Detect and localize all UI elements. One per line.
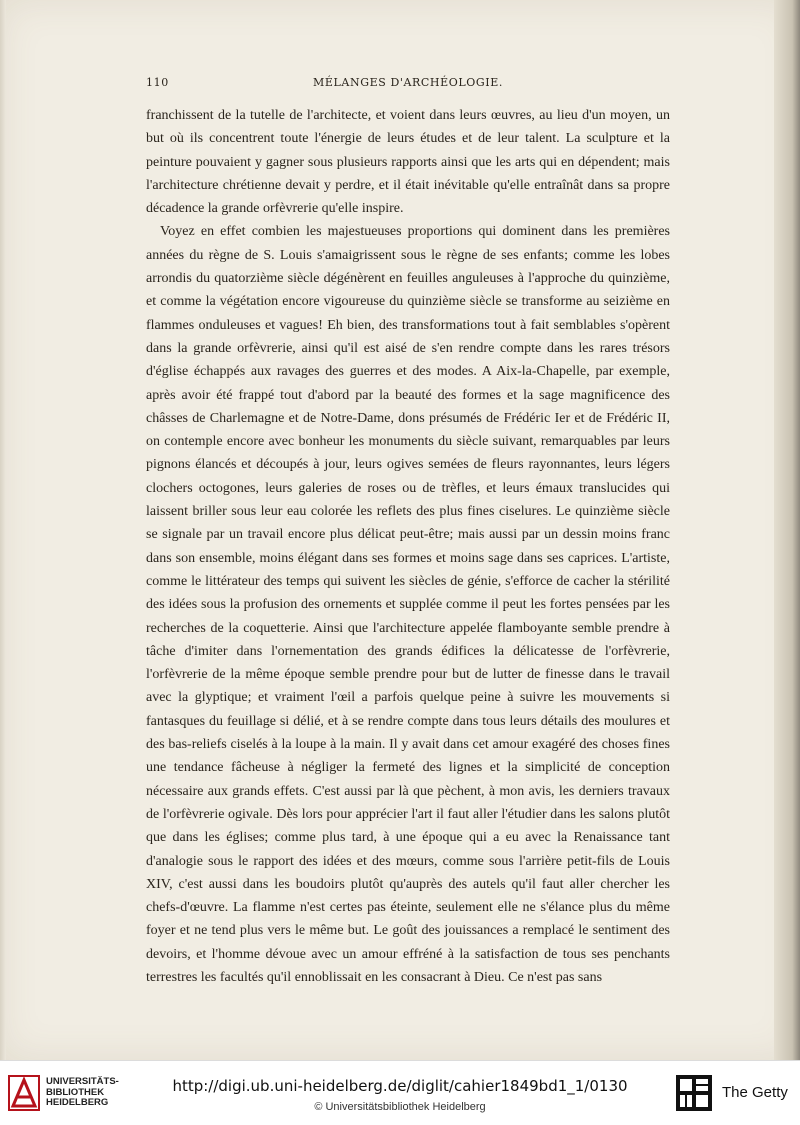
getty-name: The Getty: [722, 1084, 788, 1101]
library-name-line: UNIVERSITÄTS-: [46, 1076, 119, 1087]
permalink-url[interactable]: http://digi.ub.uni-heidelberg.de/diglit/cahier1849bd1_1/0130: [172, 1077, 628, 1095]
page-left-edge: [0, 0, 6, 1060]
running-head: [146, 76, 670, 94]
viewer-footer: [0, 1060, 800, 1125]
library-name-line: BIBLIOTHEK: [46, 1086, 105, 1098]
page-number: 110: [146, 76, 169, 89]
paragraph: Voyez en effet combien les majestueuses proportions qui dominent dans les premières années du règne de S. Louis s'amaigrissent sous le règne de ses enfants; comme les lobes arrondis du quatorzième siècle dégénèrent en feuilles anguleuses à l'approche du quinzième, et comme la végétation encore vigoureuse du quinzième siècle se transforme au seizième en flammes onduleuses et vagues! Eh bien, des transformations tout à fait semblables s'opèrent dans la grande orfèvrerie, ainsi qu'il est aisé de s'en rendre compte dans les rares trésors d'église échappés aux ravages des guerres et des modes. A Aix-la-Chapelle, par exemple, après avoir été frappé tout d'abord par la beauté des formes et la sage magnificence des châsses de Charlemagne et de Notre-Dame, dons présumés de Frédéric Ier et de Frédéric II, on contemple encore avec bonheur les monuments du siècle suivant, remarquables par leurs pignons élancés et découpés à jour, leurs ogives semées de fleurs rayonnantes, leurs légers clochers octogones, leurs galeries de roses ou de trèfles, et leurs émaux translucides qui laissent briller sous leur eau colorée les reflets des plus fines ciselures. Le quinzième siècle se signale par un travail encore plus délicat peut-être; mais aussi par un dessin moins franc dans son ensemble, moins élégant dans ses formes et moins sage dans ses caprices. L'artiste, comme le littérateur des temps qui suivent les siècles de génie, s'efforce de cacher la stérilité des idées sous la profusion des ornements et supplée comme il peut les fortes pensées par les recherches de la coquetterie. Ainsi que l'architecture appelée flamboyante semble prendre à tâche d'imiter dans l'ornementation des grands édifices la délicatesse de l'orfèvrerie, l'orfèvrerie de la même époque semble prendre pour but de lutter de finesse dans le travail avec la glyptique; et vraiment l'œil a parfois quelque peine à suivre les mouvements si fantasques du feuillage si délié, et à se rendre compte dans tous leurs détails des moulures et des bas-reliefs ciselés à la loupe à la main. Il y avait dans cet amour exagéré des choses fines une tendance fâcheuse à négliger la fermeté des lignes et la simplicité de conception nécessaire aux grands effets. C'est aussi par là que pèchent, à mon avis, les derniers travaux de l'orfèvrerie ogivale. Dès lors pour apprécier l'art il faut aller l'étudier dans les salons plutôt que dans les églises; comme plus tard, à une époque qui a eu avec la Renaissance tant d'analogie sous le rapport des idées et des mœurs, comme sous l'arrière petit-fils de Louis XIV, c'est aussi dans les boudoirs plutôt qu'auprès des autels qu'il faut aller chercher les chefs-d'œuvre. La flamme n'est certes pas éteinte, seulement elle ne s'élance plus du même foyer et ne tend plus vers le même but. Le goût des jouissances a remplacé le sentiment des devoirs, et l'homme dévoue avec un amour effréné à la satisfaction de tous ses penchants terrestres les facultés qu'il ennoblissait en les consacrant à Dieu. Ce n'est pas sans: [146, 224, 670, 985]
getty-logo-icon[interactable]: [676, 1075, 712, 1111]
page-content: [146, 76, 670, 989]
copyright-notice: © Universitätsbibliothek Heidelberg: [314, 1101, 486, 1113]
paragraph: franchissent de la tutelle de l'architecte, et voient dans leurs œuvres, au lieu d'un moyen, un but où ils concentrent toute l'énergie de leurs études et de leur talent. La sculpture et la peinture pouvaient y gagner sous plusieurs rapports ainsi que les arts qui en dépendent; mais l'architecture chrétienne devait y perdre, et il était inévitable qu'elle entraînât dans sa propre décadence la grande orfèvrerie qu'elle inspire.: [146, 108, 670, 217]
body-text: [146, 104, 670, 989]
library-name-line: HEIDELBERG: [46, 1097, 109, 1108]
page-right-edge-shadow: [774, 0, 800, 1060]
running-head-title: MÉLANGES D'ARCHÉOLOGIE.: [313, 76, 503, 89]
